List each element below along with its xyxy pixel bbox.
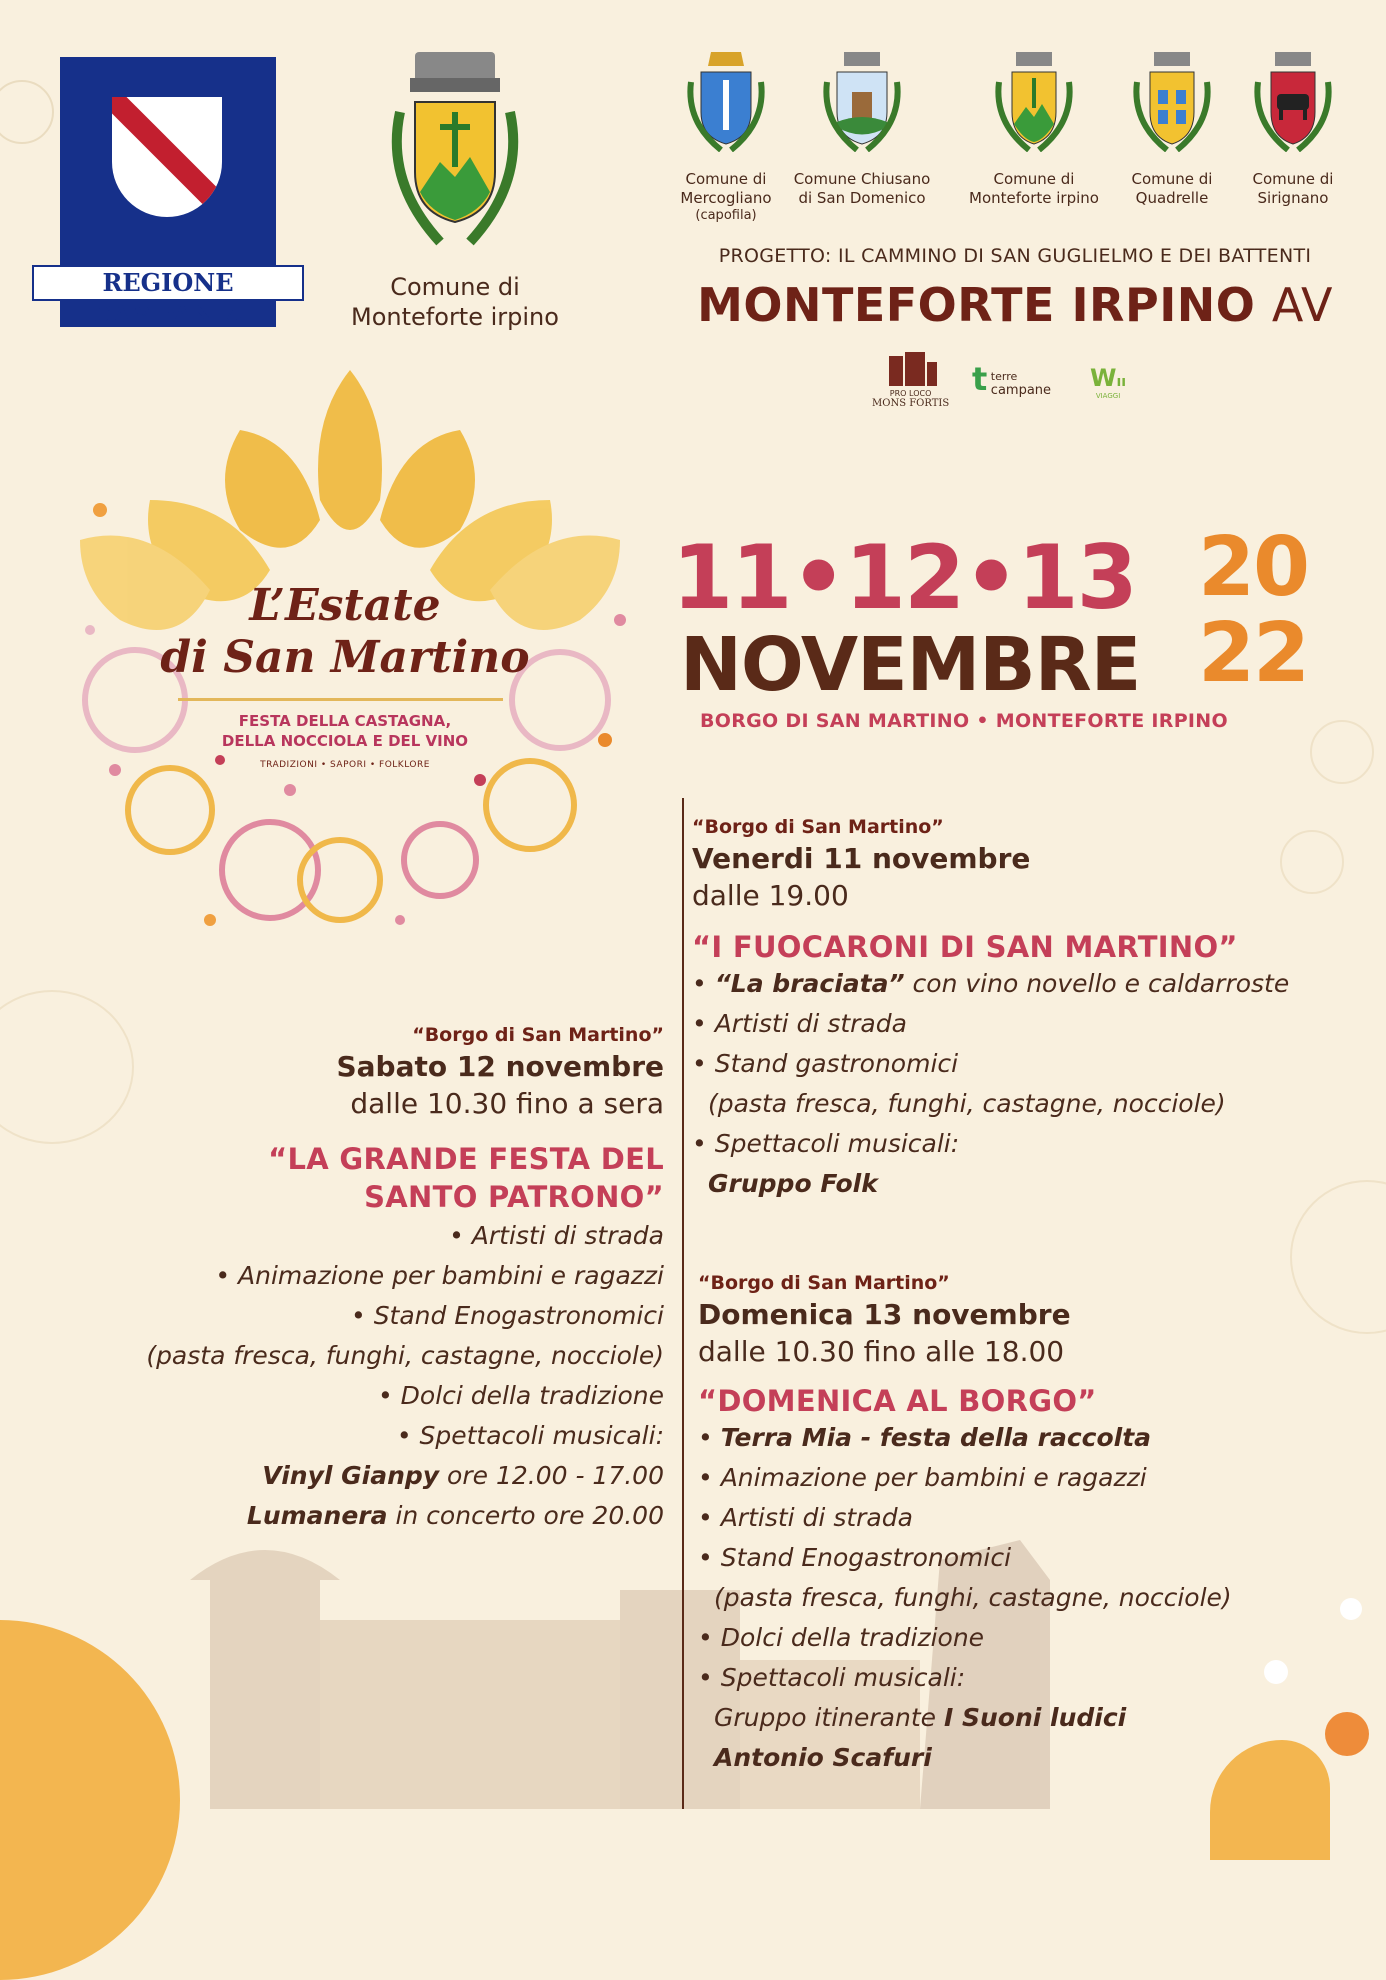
friday-item1-rest: con vino novello e caldarroste — [904, 969, 1290, 998]
crest-name-4: Comune di — [1131, 170, 1213, 188]
saturday-time: dalle 10.30 fino a sera — [350, 1087, 664, 1120]
province-label: AV — [1271, 278, 1333, 332]
chiusano-crest-icon — [822, 52, 902, 152]
sunday-item3: Artisti di strada — [720, 1503, 913, 1532]
crest-name-1b: Mercogliano — [680, 189, 772, 207]
crest-sirignano — [1223, 52, 1363, 208]
monteforte-crest-icon — [370, 52, 540, 262]
event-year-top: 20 — [1198, 520, 1309, 615]
saturday-item2: Animazione per bambini e ragazzi — [238, 1261, 664, 1290]
logo-divider — [178, 698, 503, 701]
crest-name-2: Comune Chiusano — [793, 170, 931, 188]
regione-label: REGIONE CAMPANIA — [32, 265, 304, 301]
sunday-item: • Terra Mia - festa della raccolta — [698, 1423, 1152, 1452]
event-dates: 11•12•13 — [672, 526, 1136, 629]
crest-name-5b: Sirignano — [1257, 189, 1329, 207]
friday-item: • Artisti di strada — [692, 1009, 907, 1038]
sunday-title: “DOMENICA AL BORGO” — [698, 1384, 1097, 1418]
logo-subtitle-line1: FESTA DELLA CASTAGNA, — [238, 712, 452, 730]
logo-title-line1: L’Estate — [249, 580, 441, 631]
castle-icon — [881, 350, 941, 386]
logo-subtitle-line2: DELLA NOCCIOLA E DEL VINO — [221, 732, 469, 750]
saturday-title-line2: SANTO PATRONO” — [364, 1180, 664, 1214]
saturday-item: • Artisti di strada — [449, 1221, 664, 1250]
friday-item: • Spettacoli musicali: — [692, 1129, 960, 1158]
sunday-item1: Terra Mia - festa della raccolta — [720, 1423, 1152, 1452]
friday-item4-detail: Gruppo Folk — [708, 1169, 878, 1198]
crest-monteforte — [964, 52, 1104, 208]
crest-sub-1: (capofila) — [695, 208, 757, 223]
background-circle — [0, 80, 54, 144]
friday-item-detail: (pasta fresca, funghi, castagne, nocciole) — [708, 1089, 1226, 1118]
friday-title: “I FUOCARONI DI SAN MARTINO” — [692, 930, 1238, 964]
sunday-act2-bold: Antonio Scafuri — [714, 1743, 932, 1772]
mercogliano-crest-icon — [686, 52, 766, 152]
regione-shield-icon — [112, 97, 222, 217]
terre-campane-icon: t — [972, 360, 988, 398]
sirignano-crest-icon — [1253, 52, 1333, 152]
sunday-item2: Animazione per bambini e ragazzi — [720, 1463, 1147, 1492]
sunday-place: “Borgo di San Martino” — [698, 1272, 950, 1294]
saturday-item1: Artisti di strada — [471, 1221, 664, 1250]
logo-title-line2: di San Martino — [160, 632, 530, 683]
saturday-act2-bold: Lumanera — [246, 1501, 388, 1530]
town-title — [680, 278, 1350, 332]
saturday-act1-bold: Vinyl Gianpy — [262, 1461, 440, 1490]
friday-item: • “La braciata” con vino novello e caldarroste — [692, 969, 1290, 998]
saturday-title-line1: “LA GRANDE FESTA DEL — [268, 1142, 664, 1176]
friday-section — [692, 816, 1372, 1204]
crest-name-4b: Quadrelle — [1135, 189, 1209, 207]
sunday-item: • Animazione per bambini e ragazzi — [698, 1463, 1147, 1492]
sunday-act — [698, 1698, 1378, 1738]
logo-subtitle — [150, 711, 540, 751]
sunday-item5: Dolci della tradizione — [720, 1623, 985, 1652]
saturday-title — [44, 1140, 664, 1216]
crest-name-1: Comune di — [685, 170, 767, 188]
friday-item-detail — [692, 1164, 1372, 1204]
terre-campane-logo — [972, 360, 1051, 398]
event-location: BORGO DI SAN MARTINO • MONTEFORTE IRPINO — [700, 710, 1228, 732]
sunday-act — [698, 1738, 1378, 1778]
terre-line1: terre — [990, 370, 1018, 383]
crest-chiusano — [792, 52, 932, 208]
viaggi-logo — [1090, 364, 1126, 400]
friday-item: • Stand gastronomici — [692, 1049, 959, 1078]
friday-item3: Stand gastronomici — [714, 1049, 959, 1078]
logo-tagline: TRADIZIONI • SAPORI • FOLKLORE — [260, 760, 430, 770]
crest-quadrelle — [1102, 52, 1242, 208]
terre-line2: campane — [990, 383, 1052, 398]
friday-day: Venerdi 11 novembre — [692, 842, 1031, 875]
crest-mercogliano — [656, 52, 796, 223]
saturday-item5: Spettacoli musicali: — [419, 1421, 664, 1450]
saturday-act — [44, 1456, 664, 1496]
regione-campania-logo — [60, 57, 276, 327]
viaggi-icon: Wıı — [1090, 364, 1127, 392]
pro-loco-line2: MONS FORTIS — [872, 398, 950, 409]
sunday-item: • Spettacoli musicali: — [698, 1663, 966, 1692]
sunday-item: • Dolci della tradizione — [698, 1623, 985, 1652]
saturday-item3: Stand Enogastronomici — [373, 1301, 664, 1330]
sunday-item-detail: (pasta fresca, funghi, castagne, nocciole) — [714, 1583, 1232, 1612]
sunday-section — [698, 1272, 1378, 1778]
saturday-item4: Dolci della tradizione — [400, 1381, 664, 1410]
sunday-item4: Stand Enogastronomici — [720, 1543, 1012, 1572]
crest-name-2b: di San Domenico — [798, 189, 926, 207]
saturday-item-detail: (pasta fresca, funghi, castagne, nocciole) — [146, 1341, 664, 1370]
friday-place: “Borgo di San Martino” — [692, 816, 944, 838]
saturday-act — [44, 1496, 664, 1536]
saturday-section — [44, 1024, 664, 1536]
town-name: MONTEFORTE IRPINO — [697, 278, 1256, 332]
comune-label-line1: Comune di — [390, 273, 520, 301]
sunday-act1-bold: I Suoni ludici — [943, 1703, 1127, 1732]
sunday-act1-rest: Gruppo itinerante — [714, 1703, 944, 1732]
saturday-day: Sabato 12 novembre — [336, 1050, 664, 1083]
event-month: NOVEMBRE — [680, 622, 1141, 708]
saturday-place: “Borgo di San Martino” — [412, 1024, 664, 1046]
crest-name-3: Comune di — [993, 170, 1075, 188]
crest-name-5: Comune di — [1252, 170, 1334, 188]
sunday-item: • Stand Enogastronomici — [698, 1543, 1012, 1572]
sunday-item: • Artisti di strada — [698, 1503, 913, 1532]
event-logo-title — [120, 580, 570, 684]
sunday-day: Domenica 13 novembre — [698, 1298, 1071, 1331]
quadrelle-crest-icon — [1132, 52, 1212, 152]
friday-time: dalle 19.00 — [692, 879, 849, 912]
column-divider — [682, 798, 684, 1809]
comune-label-line2: Monteforte irpino — [351, 303, 559, 331]
pro-loco-logo — [872, 350, 949, 409]
friday-item4: Spettacoli musicali: — [714, 1129, 960, 1158]
pro-loco-line1: PRO LOCO — [889, 389, 932, 398]
friday-item2: Artisti di strada — [714, 1009, 907, 1038]
saturday-item: • Stand Enogastronomici — [350, 1301, 664, 1330]
event-year-bottom: 22 — [1198, 606, 1309, 701]
viaggi-label: VIAGGI — [1095, 392, 1121, 400]
event-year — [1198, 520, 1309, 701]
monteforte-small-crest-icon — [994, 52, 1074, 152]
sunday-item6: Spettacoli musicali: — [720, 1663, 966, 1692]
saturday-item: • Spettacoli musicali: — [396, 1421, 664, 1450]
saturday-act2-rest: in concerto ore 20.00 — [387, 1501, 664, 1530]
friday-item1-bold: “La braciata” — [714, 969, 905, 998]
saturday-item: • Animazione per bambini e ragazzi — [215, 1261, 664, 1290]
saturday-item: • Dolci della tradizione — [377, 1381, 664, 1410]
comune-monteforte-label — [320, 272, 590, 332]
project-label: PROGETTO: IL CAMMINO DI SAN GUGLIELMO E DEI BATTENTI — [718, 245, 1312, 267]
saturday-act1-rest: ore 12.00 - 17.00 — [439, 1461, 664, 1490]
sunday-time: dalle 10.30 fino alle 18.00 — [698, 1335, 1065, 1368]
crest-name-3b: Monteforte irpino — [969, 189, 1099, 207]
